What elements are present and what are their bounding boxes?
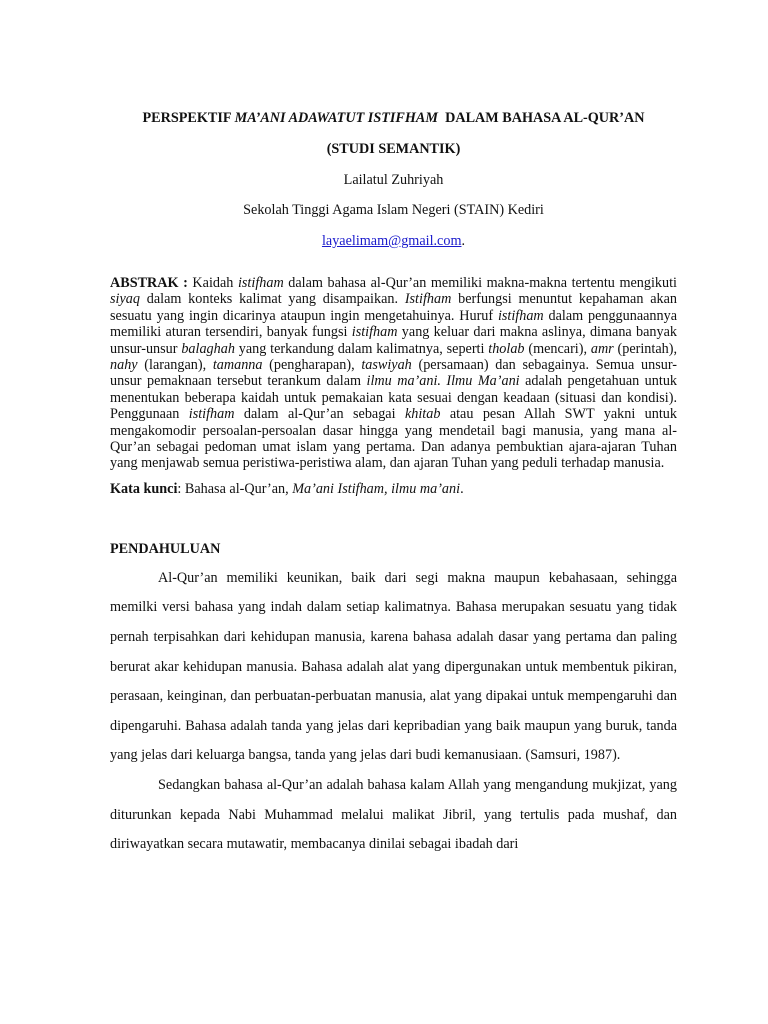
title-suffix: DALAM BAHASA AL-QUR’AN [438, 110, 645, 126]
abstract-italic-term: Istifham [404, 291, 452, 308]
paper-title [110, 108, 677, 128]
abstract-italic-term: tamanna [212, 357, 263, 374]
abstract-italic-term: nahy [110, 357, 138, 374]
abstract-italic-term: istifham [237, 275, 284, 291]
paper-page [110, 108, 677, 860]
body-paragraph: Sedangkan bahasa al-Qur’an adalah bahasa kalam Allah yang mengandung mukjizat, yang diturunkan kepada Nabi Muhammad melalui malikat Jibril, yang tertulis pada mushaf, dan diriwayatkan secara mutawatir, membacanya dinilai sebagai ibadah dari [110, 777, 677, 853]
abstract-italic-term: amr [590, 340, 614, 357]
abstract-italic-term: siyaq [110, 291, 140, 308]
keywords-label: Kata kunci [110, 480, 178, 497]
abstract-text: yang keluar dari makna aslinya, dimana banyak unsur-unsur [110, 324, 677, 357]
abstract-italic-term: istifham [188, 406, 235, 423]
abstract-text: (perintah), [613, 340, 678, 357]
abstract-text: (larangan), [137, 357, 213, 374]
author-affiliation: Sekolah Tinggi Agama Islam Negeri (STAIN) Kediri [243, 202, 544, 218]
abstract-italic-term: istifham [497, 307, 544, 324]
abstract-text: dalam konteks kalimat yang disampaikan. [139, 291, 405, 308]
abstract-body [110, 275, 677, 471]
paper-subtitle: (STUDI SEMANTIK) [326, 141, 461, 157]
keywords-italic: Ma’ani Istifham, ilmu ma’ani [292, 480, 461, 497]
title-italic: MA’ANI ADAWATUT ISTIFHAM [234, 110, 438, 126]
abstract-text: yang terkandung dalam kalimatnya, seperti [234, 340, 489, 357]
title-prefix: PERSPEKTIF [142, 110, 235, 126]
section-heading: PENDAHULUAN [110, 540, 221, 557]
keywords-plain: : Bahasa al-Qur’an, [177, 480, 293, 497]
abstract-italic-term: taswiyah [361, 357, 412, 374]
author-email-line [110, 231, 677, 251]
body-paragraph: Al-Qur’an memiliki keunikan, baik dari segi makna maupun kebahasaan, sehingga memilki versi bahasa yang indah dalam setiap kalimatnya. Bahasa merupakan sesuatu yang tidak pernah terpisahkan dari kehidupan manusia, karena bahasa adalah dasar yang pertama dan paling berurat akar kehidupan manusia. Bahasa adalah alat yang dipergunakan untuk membentuk pikiran, perasaan, keinginan, dan perbuatan-perbuatan manusia, alat yang dipakai untuk mempengaruhi dan dipengaruhi. Bahasa adalah tanda yang jelas dari kepribadian yang baik maupun yang buruk, tanda yang jelas dari keluarga bangsa, tanda yang jelas dari budi kemanusiaan. (Samsuri, 1987). [110, 569, 677, 764]
abstract-text: dalam penggunaannya memiliki aturan tersendiri, banyak fungsi [110, 307, 678, 341]
author-email-link[interactable]: layaelimam@gmail.com [321, 233, 462, 249]
abstract-italic-term: balaghah [181, 340, 235, 357]
abstract-label: ABSTRAK : [110, 275, 188, 291]
abstract-text: adalah pengetahuan untuk menentukan beberapa kaidah untuk pemakaian kata sesuai dengan keadaan (situasi dan kondisi). Penggunaan [110, 373, 678, 423]
abstract-text: atau pesan Allah SWT yakni untuk mengakomodir persoalan-persoalan dasar hingga yang mendetail bagi manusia, yang mana al-Qur’an sebagai pedoman umat islam yang pertama. Dan adanya pembuktian ajara-ajaran Tuhan yang menjawab semua peristiwa-peristiwa alam, dan ajaran Tuhan yang peduli terhadap manusia. [110, 406, 677, 472]
abstract [110, 275, 677, 472]
keywords-end: . [460, 480, 464, 497]
abstract-text: (pengharapan), [262, 357, 362, 374]
email-trailing: . [461, 233, 466, 249]
abstract-text: Kaidah [187, 275, 238, 291]
abstract-italic-term: khitab [404, 406, 441, 423]
author-name: Lailatul Zuhriyah [343, 172, 444, 188]
abstract-text: dalam bahasa al-Qur’an memiliki makna-makna tertentu mengikuti [283, 275, 677, 291]
abstract-text: berfungsi menuntut kepahaman akan sesuatu yang ingin dicarinya ataupun ingin mengetahuinya. Huruf [110, 291, 677, 324]
abstract-italic-term: istifham [351, 324, 398, 341]
abstract-italic-term: ilmu ma’ani. Ilmu Ma’ani [366, 373, 520, 390]
abstract-italic-term: tholab [488, 340, 525, 357]
abstract-text: dalam al-Qur’an sebagai [234, 406, 405, 423]
keywords [110, 480, 677, 498]
abstract-text: (persamaan) dan sebagainya. Semua unsur-unsur pemaknaan tersebut terankum dalam [110, 357, 677, 390]
abstract-text: (mencari), [524, 340, 591, 357]
